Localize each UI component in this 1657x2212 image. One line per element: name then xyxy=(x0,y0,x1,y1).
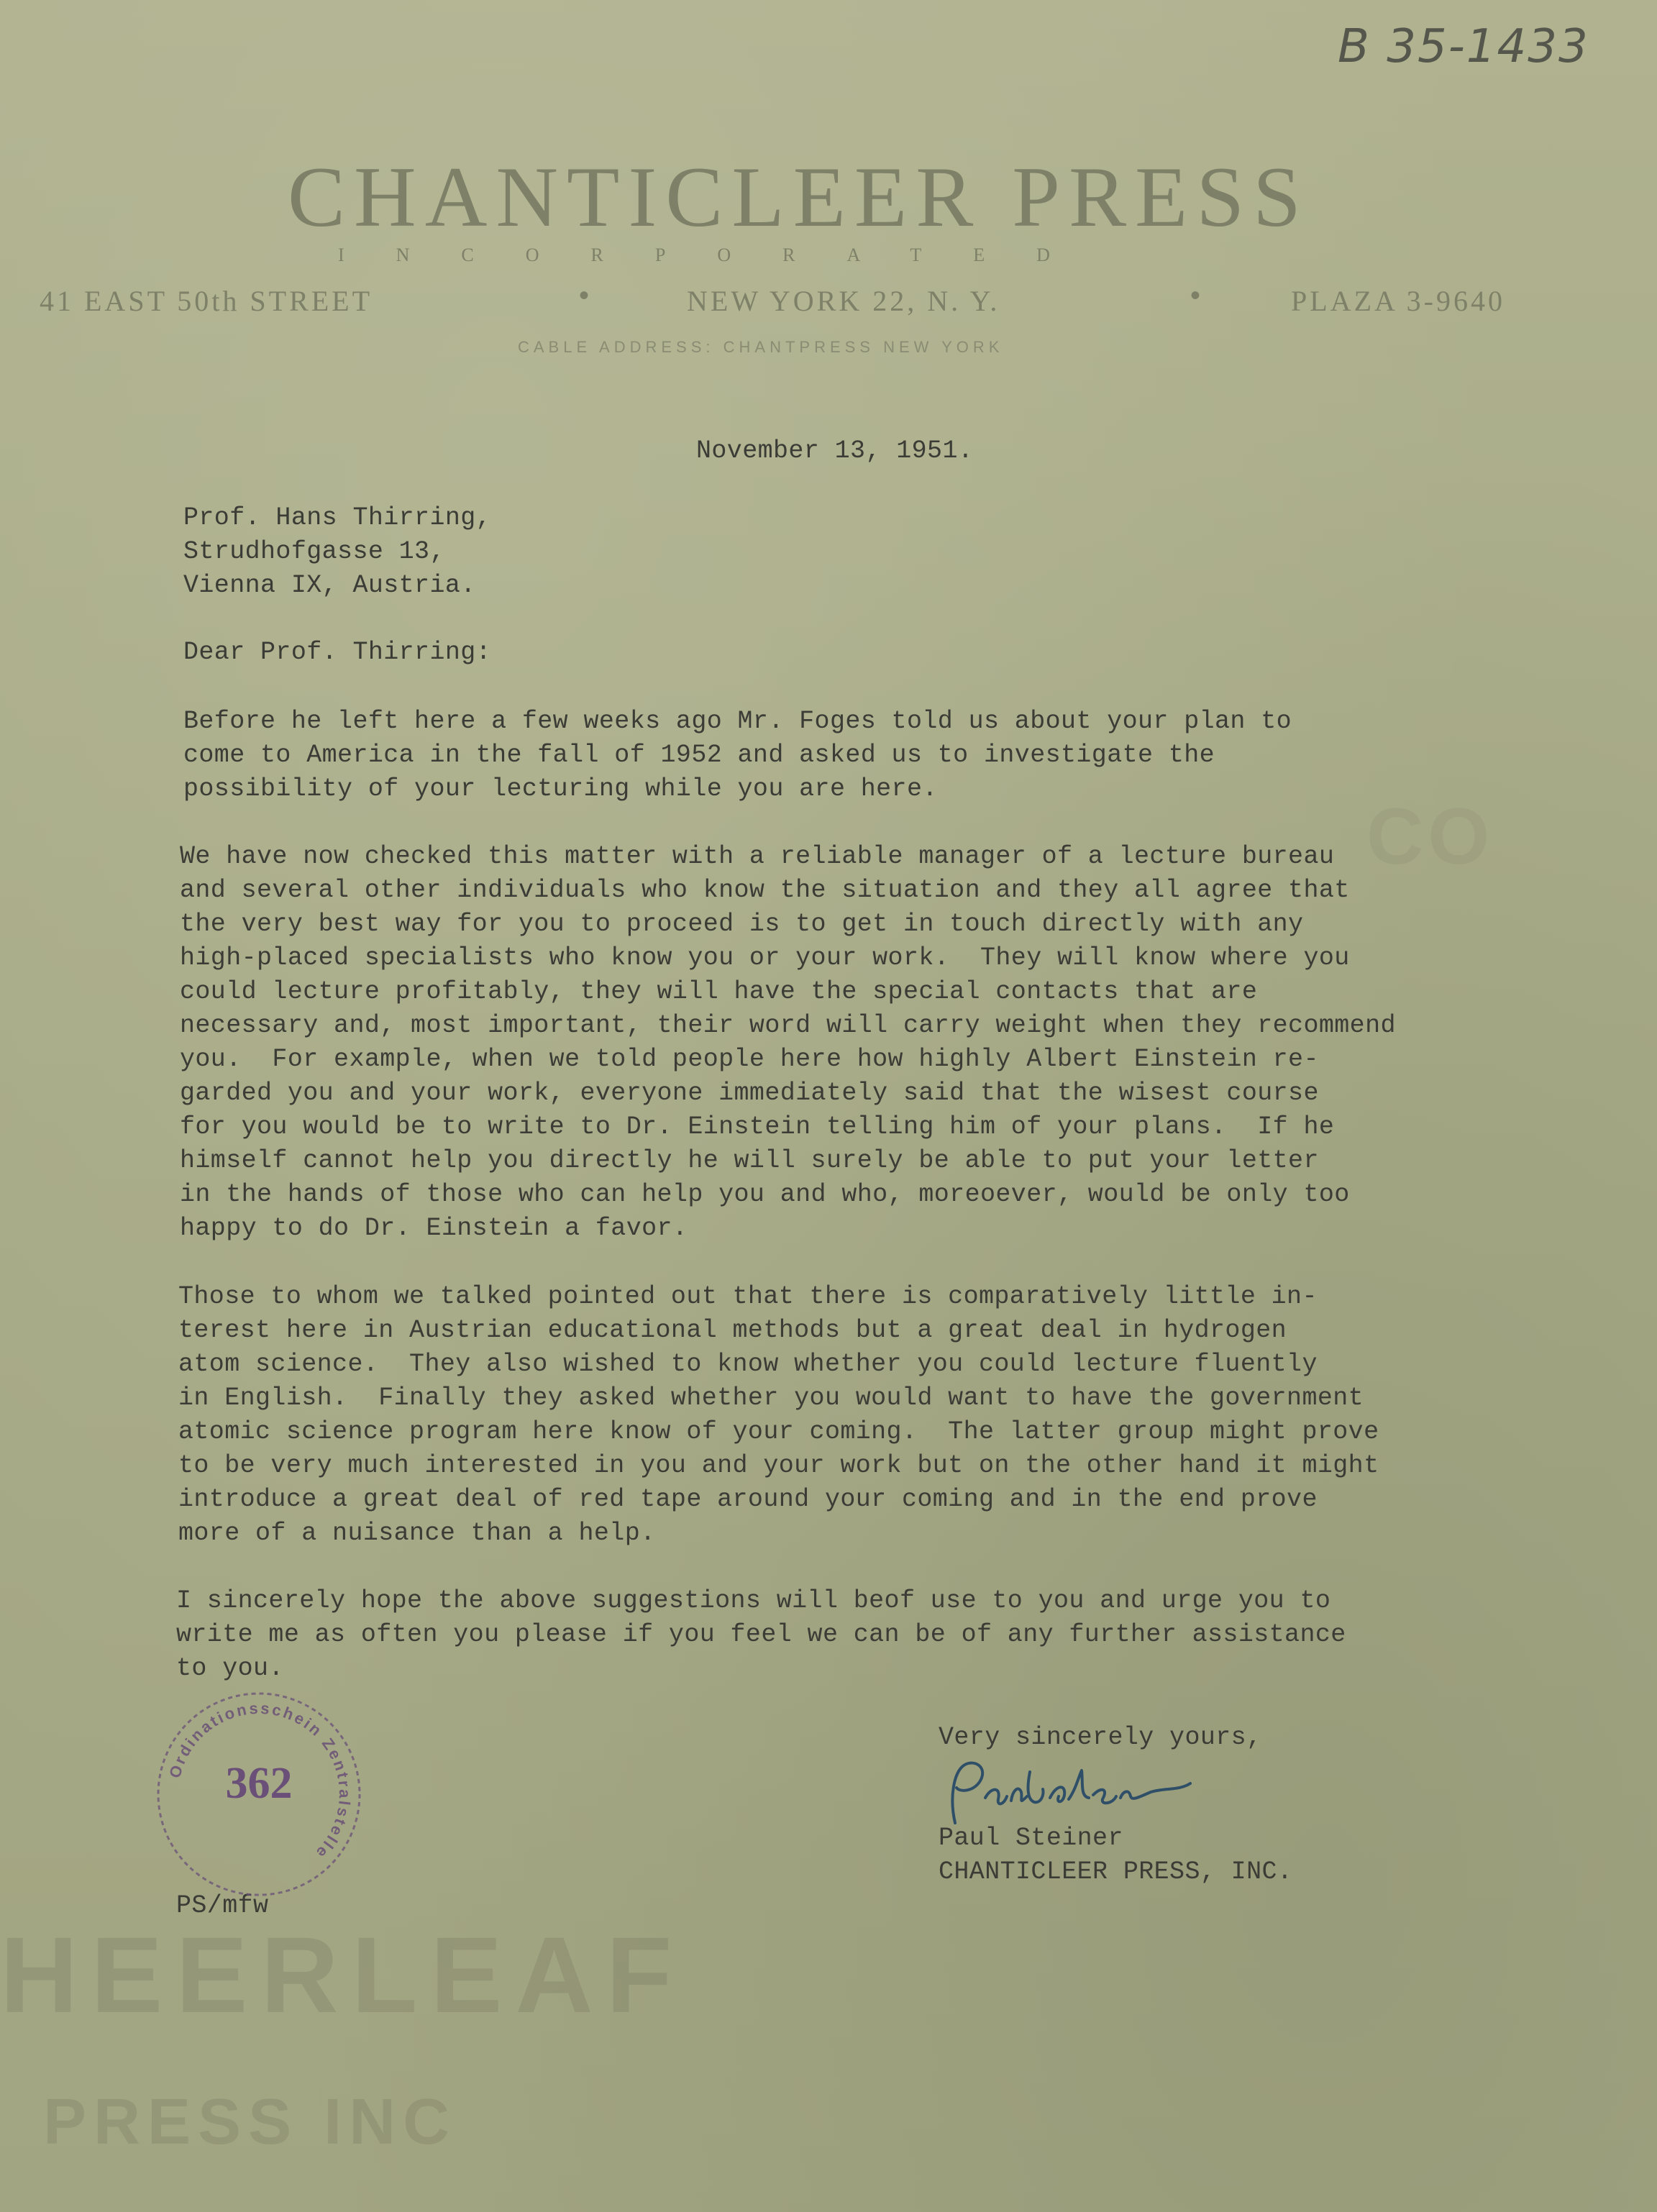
body-line: himself cannot help you directly he will surely be able to put your letter xyxy=(180,1146,1319,1175)
letterhead-city: NEW YORK 22, N. Y. xyxy=(687,285,1000,317)
body-line: I sincerely hope the above suggestions will beof use to you and urge you to xyxy=(176,1586,1331,1615)
body-line: could lecture profitably, they will have the special contacts that are xyxy=(180,977,1258,1006)
body-line: Those to whom we talked pointed out that there is comparatively little in- xyxy=(178,1282,1318,1311)
stamp-ring-text: Ordinationsschein Zentralstelle xyxy=(165,1699,355,1863)
archive-number: B 35-1433 xyxy=(1338,20,1589,73)
recipient-city: Vienna IX, Austria. xyxy=(183,571,476,600)
body-line: write me as often you please if you feel we can be of any further assistance xyxy=(176,1620,1346,1649)
recipient-name: Prof. Hans Thirring, xyxy=(183,503,492,532)
body-line: Before he left here a few weeks ago Mr. Foges told us about your plan to xyxy=(183,707,1292,736)
body-line: you. For example, when we told people here how highly Albert Einstein re- xyxy=(180,1045,1319,1074)
signatory-name: Paul Steiner xyxy=(939,1824,1123,1852)
letterhead-street: 41 EAST 50th STREET xyxy=(40,285,373,317)
bleed-through-marks-2: PRESS INC xyxy=(43,2086,457,2158)
recipient-street: Strudhofgasse 13, xyxy=(183,537,445,566)
body-line: terest here in Austrian educational methods but a great deal in hydrogen xyxy=(178,1316,1287,1345)
body-line: for you would be to write to Dr. Einstein telling him of your plans. If he xyxy=(180,1112,1335,1141)
bleed-through-marks: HEERLEAF xyxy=(0,1914,685,2035)
body-line: in the hands of those who can help you and who, moreoever, would be only too xyxy=(180,1180,1350,1209)
closing: Very sincerely yours, xyxy=(939,1723,1262,1752)
body-line: possibility of your lecturing while you are here. xyxy=(183,774,938,803)
body-line: happy to do Dr. Einstein a favor. xyxy=(180,1214,688,1243)
letterhead-incorporated: INCORPORATED xyxy=(338,244,1102,265)
body-line: introduce a great deal of red tape around your coming and in the end prove xyxy=(178,1485,1318,1514)
body-line: in English. Finally they asked whether you would want to have the government xyxy=(178,1384,1364,1412)
letterhead-separator-dot-2: • xyxy=(1187,282,1205,314)
stamp-number: 362 xyxy=(225,1759,293,1808)
body-line: atom science. They also wished to know whether you could lecture fluently xyxy=(178,1350,1318,1379)
letterhead-separator-dot: • xyxy=(575,282,593,314)
body-line: to be very much interested in you and your work but on the other hand it might xyxy=(178,1451,1379,1480)
body-line: and several other individuals who know the situation and they all agree that xyxy=(180,876,1350,905)
body-line: We have now checked this matter with a reliable manager of a lecture bureau xyxy=(180,842,1335,871)
bleed-through-marks-3: CO xyxy=(1366,792,1494,881)
typist-initials: PS/mfw xyxy=(176,1891,269,1920)
body-line: atomic science program here know of your coming. The latter group might prove xyxy=(178,1417,1379,1446)
salutation: Dear Prof. Thirring: xyxy=(183,638,492,667)
archive-stamp xyxy=(147,1683,370,1906)
signatory-company: CHANTICLEER PRESS, INC. xyxy=(939,1857,1293,1886)
letterhead-cable: CABLE ADDRESS: CHANTPRESS NEW YORK xyxy=(518,338,1004,356)
body-line: come to America in the fall of 1952 and asked us to investigate the xyxy=(183,741,1215,769)
letter-date: November 13, 1951. xyxy=(696,437,974,465)
body-line: high-placed specialists who know you or your work. They will know where you xyxy=(180,943,1350,972)
body-line: to you. xyxy=(176,1654,284,1683)
body-line: more of a nuisance than a help. xyxy=(178,1519,656,1548)
body-line: garded you and your work, everyone immediately said that the wisest course xyxy=(180,1079,1319,1107)
body-line: necessary and, most important, their word will carry weight when they recommend xyxy=(180,1011,1396,1040)
body-line: the very best way for you to proceed is to get in touch directly with any xyxy=(180,910,1304,938)
letterhead-name: CHANTICLEER PRESS xyxy=(288,149,1310,244)
letterhead-phone: PLAZA 3-9640 xyxy=(1291,285,1505,317)
